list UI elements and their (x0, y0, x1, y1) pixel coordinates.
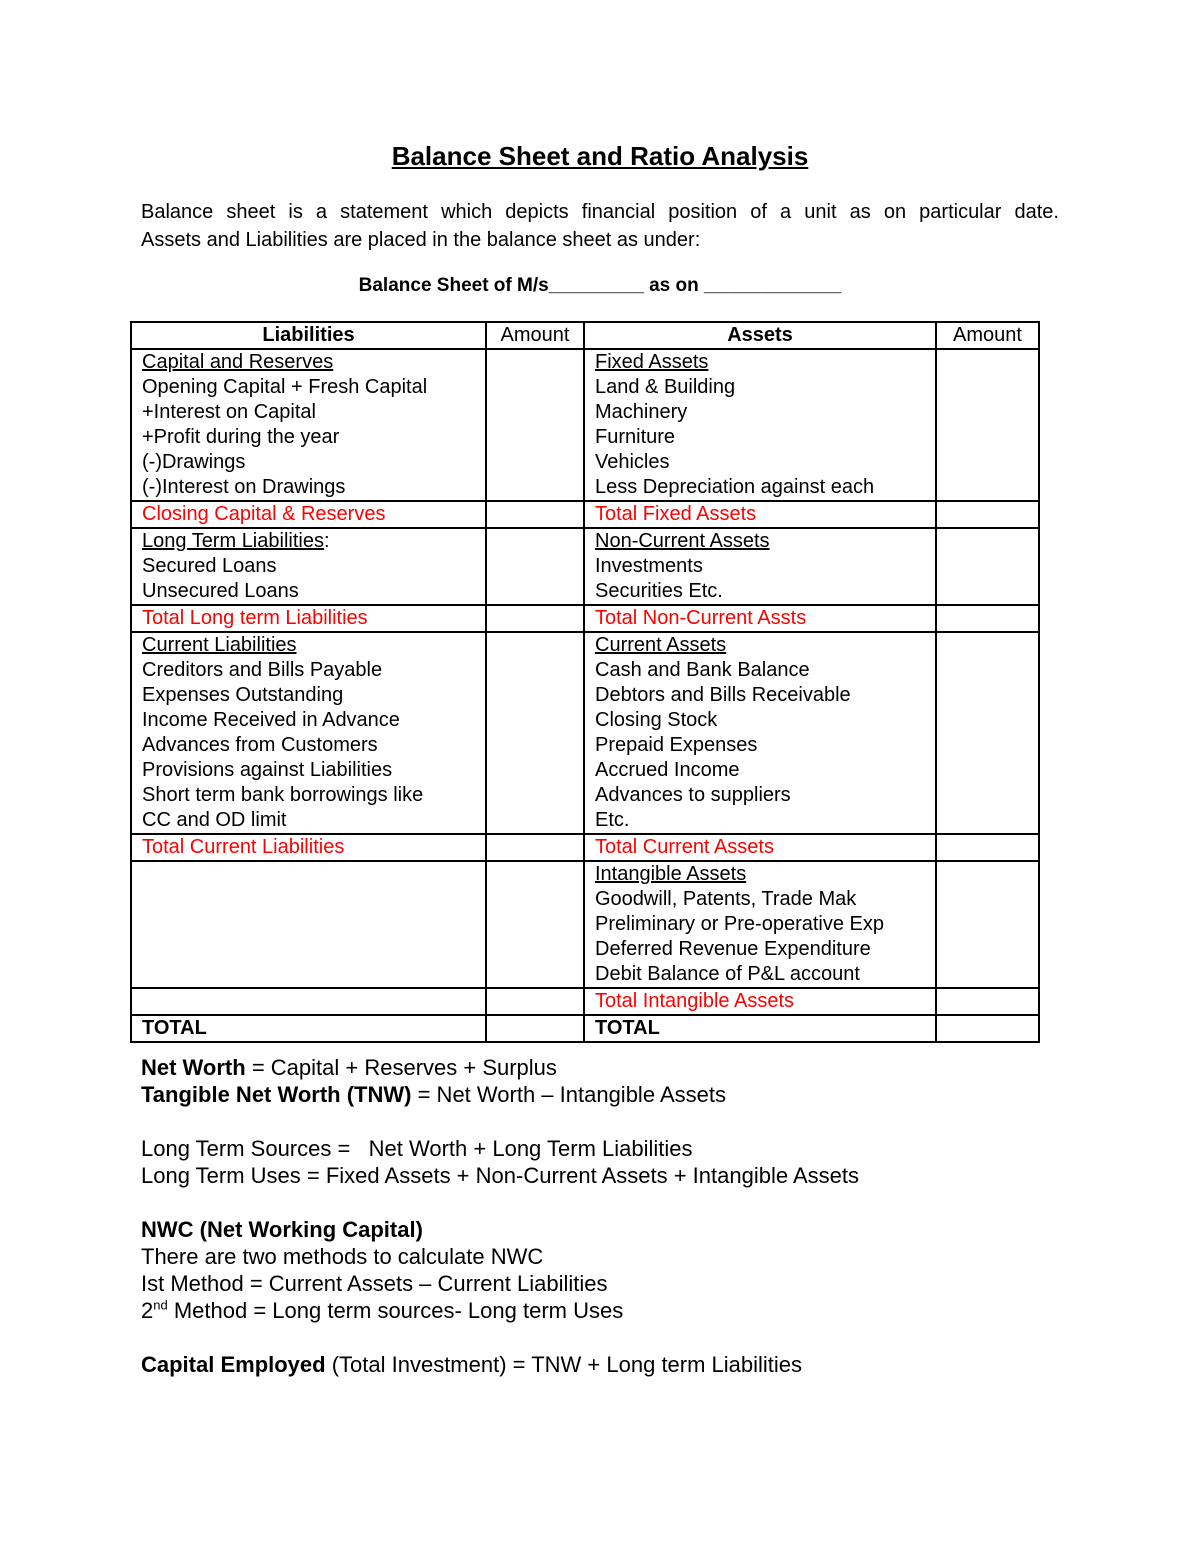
amount-cell (486, 349, 584, 501)
list-item: Prepaid Expenses (595, 734, 758, 756)
list-item: Investments (595, 555, 703, 577)
intangible-assets-heading: Intangible Assets (595, 863, 747, 885)
list-item: Preliminary or Pre-operative Exp (595, 913, 884, 935)
list-item: Accrued Income (595, 759, 740, 781)
header-amount-assets: Amount (936, 322, 1039, 349)
list-item: Debit Balance of P&L account (595, 963, 860, 985)
amount-cell (486, 528, 584, 605)
table-row (131, 501, 1039, 528)
amount-cell (486, 501, 584, 528)
method-2-definition: Method = Long term sources- Long term Uses (167, 1298, 624, 1323)
fixed-assets-heading: Fixed Assets (595, 351, 709, 373)
nwc-method-2 (141, 1297, 859, 1324)
balance-sheet-table (130, 321, 1040, 1043)
intro-line-2: Assets and Liabilities are placed in the balance sheet as under: (141, 229, 701, 251)
method-2-ordinal: nd (153, 1297, 168, 1313)
fixed-assets-cell (584, 349, 936, 501)
list-item: Goodwill, Patents, Trade Mak (595, 888, 857, 910)
list-item: Securities Etc. (595, 580, 723, 602)
list-item: Cash and Bank Balance (595, 659, 810, 681)
amount-cell (486, 861, 584, 988)
list-item: Opening Capital + Fresh Capital (142, 376, 428, 398)
list-item: Closing Stock (595, 709, 718, 731)
total-assets-label: TOTAL (584, 1015, 936, 1042)
table-header-row (131, 322, 1039, 349)
amount-cell (936, 501, 1039, 528)
amount-cell (936, 528, 1039, 605)
total-long-term-liabilities: Total Long term Liabilities (131, 605, 486, 632)
current-assets-cell (584, 632, 936, 834)
tnw-definition: = Net Worth – Intangible Assets (411, 1082, 726, 1107)
total-current-assets: Total Current Assets (584, 834, 936, 861)
amount-cell (936, 1015, 1039, 1042)
list-item: +Interest on Capital (142, 401, 316, 423)
non-current-assets-cell (584, 528, 936, 605)
list-item: CC and OD limit (142, 809, 287, 831)
long-term-sources-formula: Long Term Sources = Net Worth + Long Term Liabilities (141, 1136, 693, 1161)
intro-paragraph (141, 198, 1059, 254)
amount-cell (936, 349, 1039, 501)
table-total-row (131, 1015, 1039, 1042)
table-row (131, 528, 1039, 605)
page-title: Balance Sheet and Ratio Analysis (391, 141, 809, 171)
empty-cell (131, 988, 486, 1015)
list-item: Short term bank borrowings like (142, 784, 424, 806)
header-assets: Assets (584, 322, 936, 349)
list-item: Income Received in Advance (142, 709, 400, 731)
closing-capital-total: Closing Capital & Reserves (131, 501, 486, 528)
list-item: Machinery (595, 401, 688, 423)
nwc-intro: There are two methods to calculate NWC (141, 1244, 544, 1269)
list-item: Furniture (595, 426, 676, 448)
total-intangible-assets: Total Intangible Assets (584, 988, 936, 1015)
balance-sheet-heading: Balance Sheet of M/s_________ as on _____________ (358, 275, 842, 296)
list-item: Expenses Outstanding (142, 684, 344, 706)
list-item: +Profit during the year (142, 426, 340, 448)
empty-cell (131, 861, 486, 988)
table-row (131, 988, 1039, 1015)
list-item: Secured Loans (142, 555, 277, 577)
capital-employed-formula (141, 1351, 859, 1378)
tnw-formula (141, 1081, 859, 1108)
amount-cell (486, 834, 584, 861)
long-term-uses-formula: Long Term Uses = Fixed Assets + Non-Current Assets + Intangible Assets (141, 1163, 860, 1188)
header-amount-liabilities: Amount (486, 322, 584, 349)
nwc-heading (141, 1216, 859, 1243)
intro-line-1: Balance sheet is a statement which depicts financial position of a unit as on particular date. (141, 201, 1059, 223)
table-row (131, 632, 1039, 834)
total-fixed-assets: Total Fixed Assets (584, 501, 936, 528)
current-liabilities-heading: Current Liabilities (142, 634, 297, 656)
list-item: Unsecured Loans (142, 580, 299, 602)
table-row (131, 605, 1039, 632)
amount-cell (936, 861, 1039, 988)
long-term-liabilities-heading: Long Term Liabilities (142, 530, 324, 552)
capital-employed-definition: (Total Investment) = TNW + Long term Liabilities (325, 1352, 803, 1377)
total-liabilities-label: TOTAL (131, 1015, 486, 1042)
list-item: (-)Interest on Drawings (142, 476, 346, 498)
table-row (131, 861, 1039, 988)
heading-colon: : (323, 530, 330, 552)
capital-reserves-cell (131, 349, 486, 501)
capital-reserves-heading: Capital and Reserves (142, 351, 334, 373)
amount-cell (936, 632, 1039, 834)
list-item: Creditors and Bills Payable (142, 659, 383, 681)
method-2-number: 2 (141, 1298, 154, 1323)
total-non-current-assets: Total Non-Current Assts (584, 605, 936, 632)
list-item: Land & Building (595, 376, 736, 398)
capital-employed-term: Capital Employed (141, 1352, 326, 1377)
amount-cell (486, 605, 584, 632)
current-liabilities-cell (131, 632, 486, 834)
net-worth-definition: = Capital + Reserves + Surplus (245, 1055, 557, 1080)
intangible-assets-cell (584, 861, 936, 988)
current-assets-heading: Current Assets (595, 634, 727, 656)
table-row (131, 349, 1039, 501)
table-row (131, 834, 1039, 861)
tnw-term: Tangible Net Worth (TNW) (141, 1082, 412, 1107)
list-item: Vehicles (595, 451, 670, 473)
list-item: Debtors and Bills Receivable (595, 684, 851, 706)
list-item: Less Depreciation against each (595, 476, 875, 498)
list-item: (-)Drawings (142, 451, 246, 473)
list-item: Deferred Revenue Expenditure (595, 938, 871, 960)
list-item: Advances to suppliers (595, 784, 791, 806)
net-worth-term: Net Worth (141, 1055, 246, 1080)
list-item: Advances from Customers (142, 734, 378, 756)
amount-cell (486, 632, 584, 834)
list-item: Etc. (595, 809, 630, 831)
non-current-assets-heading: Non-Current Assets (595, 530, 770, 552)
header-liabilities: Liabilities (131, 322, 486, 349)
amount-cell (936, 834, 1039, 861)
list-item: Provisions against Liabilities (142, 759, 393, 781)
long-term-liabilities-cell (131, 528, 486, 605)
nwc-heading-text: NWC (Net Working Capital) (141, 1217, 423, 1242)
amount-cell (486, 988, 584, 1015)
total-current-liabilities: Total Current Liabilities (131, 834, 486, 861)
formulas-section (141, 1054, 859, 1378)
amount-cell (486, 1015, 584, 1042)
net-worth-formula (141, 1054, 859, 1081)
amount-cell (936, 988, 1039, 1015)
amount-cell (936, 605, 1039, 632)
nwc-method-1: Ist Method = Current Assets – Current Liabilities (141, 1271, 608, 1296)
